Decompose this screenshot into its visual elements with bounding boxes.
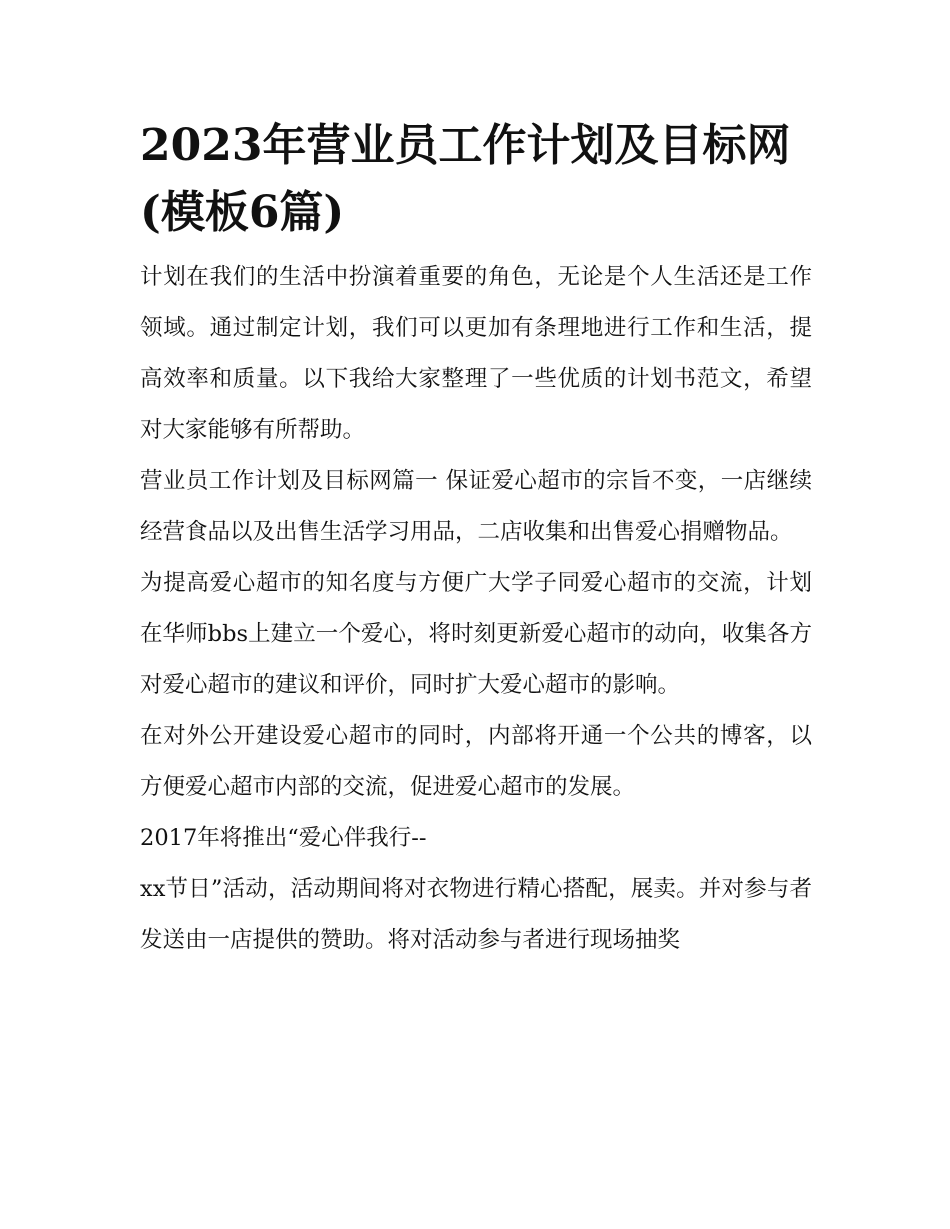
paragraph-section-one: 营业员工作计划及目标网篇一 保证爱心超市的宗旨不变，一店继续经营食品以及出售生活学习用品，二店收集和出售爱心捐赠物品。 bbox=[140, 468, 812, 545]
paragraph-intro: 计划在我们的生活中扮演着重要的角色，无论是个人生活还是工作领域。通过制定计划，我们可以更加有条理地进行工作和生活，提高效率和质量。以下我给大家整理了一些优质的计划书范文，希望对大家能够有所帮助。 bbox=[140, 264, 812, 443]
paragraph-blog-plan: 在对外公开建设爱心超市的同时，内部将开通一个公共的博客，以方便爱心超市内部的交流，促进爱心超市的发展。 bbox=[140, 723, 812, 800]
paragraph-bbs-plan: 为提高爱心超市的知名度与方便广大学子同爱心超市的交流，计划在华师bbs上建立一个爱心，将时刻更新爱心超市的动向，收集各方对爱心超市的建议和评价，同时扩大爱心超市的影响。 bbox=[140, 570, 812, 698]
paragraph-event-details: xx节日”活动，活动期间将对衣物进行精心搭配，展卖。并对参与者发送由一店提供的赞助。将对活动参与者进行现场抽奖 bbox=[140, 876, 812, 953]
document-title: 2023年营业员工作计划及目标网(模板6篇) bbox=[140, 120, 791, 238]
paragraph-event-intro: 2017年将推出“爱心伴我行-- bbox=[140, 825, 427, 851]
document-page bbox=[140, 112, 812, 966]
